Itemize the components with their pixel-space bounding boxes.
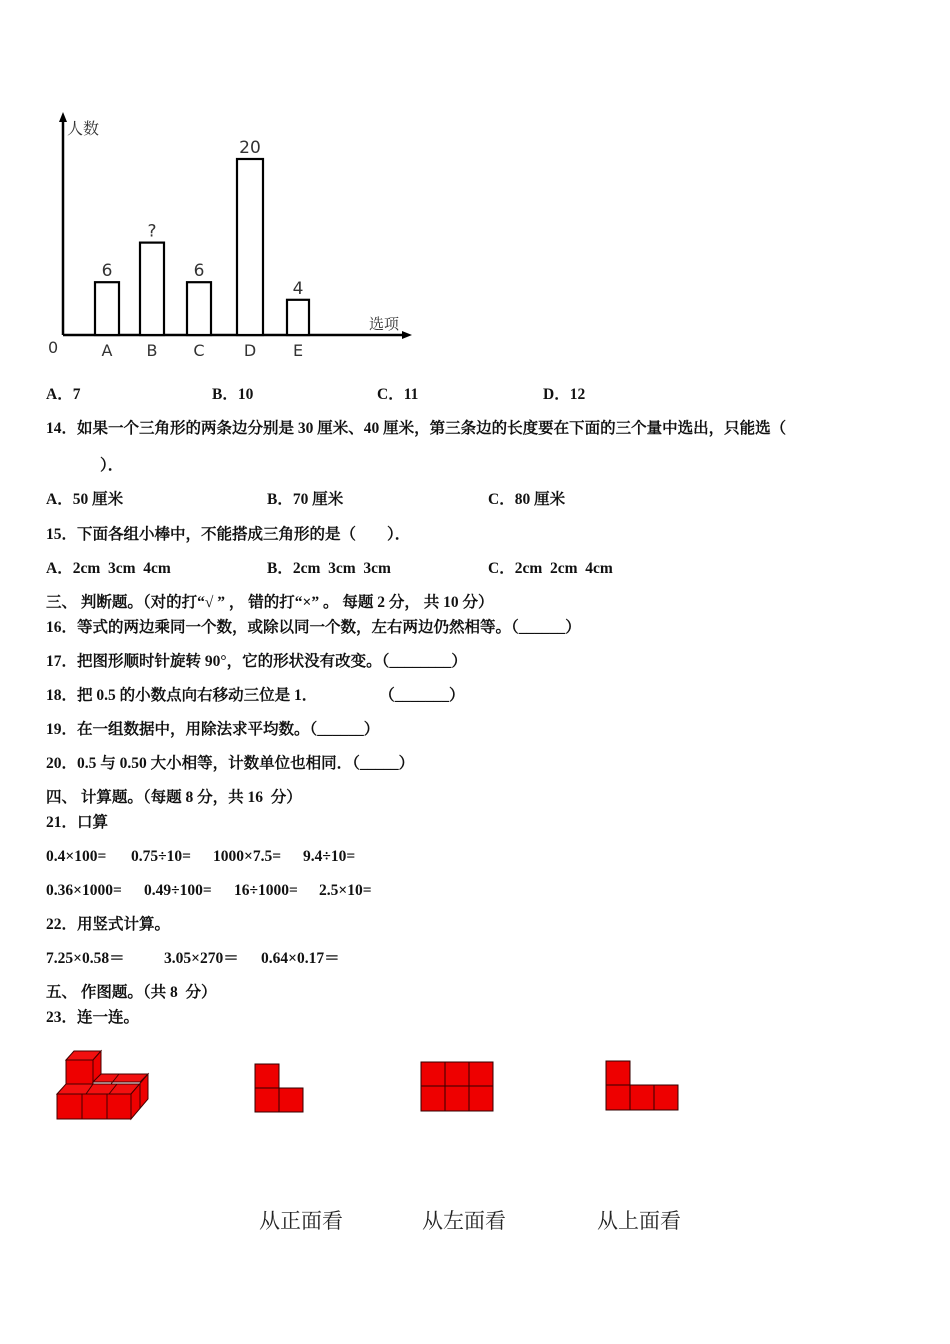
tick-label-E: E	[292, 341, 304, 360]
tick-label-B: B	[146, 341, 158, 360]
q21-item: 1000×7.5=	[213, 848, 282, 865]
data-label-A: 6	[101, 261, 113, 282]
tick-label-A: A	[101, 341, 113, 360]
y-axis-arrow-icon	[59, 112, 67, 122]
q14-option-c: C．80 厘米	[488, 491, 566, 508]
q13-option-b: B．10	[212, 386, 254, 403]
data-label-E: 4	[292, 278, 304, 299]
q20-text: 20．0.5 与 0.50 大小相等，计数单位也相同．（_____）	[46, 755, 415, 772]
q21-item: 0.4×100=	[46, 848, 107, 865]
q21-item: 0.49÷100=	[144, 882, 212, 899]
q18-text: 18．把 0.5 的小数点向右移动三位是 1． （_______）	[46, 687, 465, 704]
q19-text: 19．在一组数据中，用除法求平均数。（______）	[46, 721, 380, 738]
data-label-B: ?	[147, 221, 157, 242]
q21-item: 9.4÷10=	[303, 848, 356, 865]
section-3-heading: 三、 判断题。（对的打“√ ” ， 错的打“×” 。 每题 2 分， 共 10 分）	[46, 594, 494, 611]
data-label-D: 20	[239, 138, 261, 158]
cube-solid-figure	[57, 1051, 148, 1119]
q15-option-a: A．2cm 3cm 4cm	[46, 560, 171, 577]
origin-label: 0	[48, 338, 59, 357]
q23-title: 23．连一连。	[46, 1009, 140, 1026]
q21-title: 21．口算	[46, 814, 109, 831]
chart-bars	[95, 138, 309, 360]
q15-option-b: B．2cm 3cm 3cm	[267, 560, 391, 577]
left-view-figure	[421, 1062, 493, 1111]
q13-option-a: A．7	[46, 386, 81, 403]
section-4-heading: 四、 计算题。（每题 8 分，共 16 分）	[46, 789, 302, 806]
label-top-view: 从上面看	[597, 1209, 681, 1233]
top-view-figure	[606, 1061, 678, 1110]
x-axis-arrow-icon	[402, 331, 412, 339]
label-left-view: 从左面看	[422, 1209, 506, 1233]
section-5-heading: 五、 作图题。（共 8 分）	[46, 984, 217, 1001]
tick-label-D: D	[243, 341, 257, 360]
q22-item: 0.64×0.17＝	[261, 950, 340, 967]
bar-B	[140, 243, 164, 335]
q13-option-c: C．11	[377, 386, 419, 403]
q14-option-a: A．50 厘米	[46, 491, 124, 508]
q15-option-c: C．2cm 2cm 4cm	[488, 560, 613, 577]
q21-item: 2.5×10=	[319, 882, 372, 899]
bar-A	[95, 282, 119, 335]
q22-item: 3.05×270＝	[164, 950, 239, 967]
front-view-figure	[255, 1064, 303, 1112]
q16-text: 16．等式的两边乘同一个数，或除以同一个数，左右两边仍然相等。（______）	[46, 619, 581, 636]
q14-text: 14．如果一个三角形的两条边分别是 30 厘米、40 厘米，第三条边的长度要在下面的三个量中选出，只能选（	[46, 420, 787, 437]
q21-item: 0.75÷10=	[131, 848, 191, 865]
q17-text: 17．把图形顺时针旋转 90°，它的形状没有改变。（________）	[46, 653, 467, 670]
q15-text: 15．下面各组小棒中，不能搭成三角形的是（ ）．	[46, 526, 411, 543]
q14-text-cont: ）．	[100, 457, 124, 474]
label-front-view: 从正面看	[259, 1209, 343, 1233]
bar-D	[237, 159, 263, 335]
q22-item: 7.25×0.58＝	[46, 950, 125, 967]
x-axis-label: 选项	[369, 315, 400, 333]
y-axis-label: 人数	[67, 119, 100, 138]
bar-chart	[0, 0, 430, 370]
q14-option-b: B．70 厘米	[267, 491, 344, 508]
q21-item: 0.36×1000=	[46, 882, 122, 899]
bar-E	[287, 300, 309, 335]
q13-option-d: D．12	[543, 386, 586, 403]
tick-label-C: C	[193, 341, 205, 360]
data-label-C: 6	[193, 261, 205, 282]
q21-item: 16÷1000=	[234, 882, 298, 899]
bar-C	[187, 282, 211, 335]
q22-title: 22．用竖式计算。	[46, 916, 171, 933]
